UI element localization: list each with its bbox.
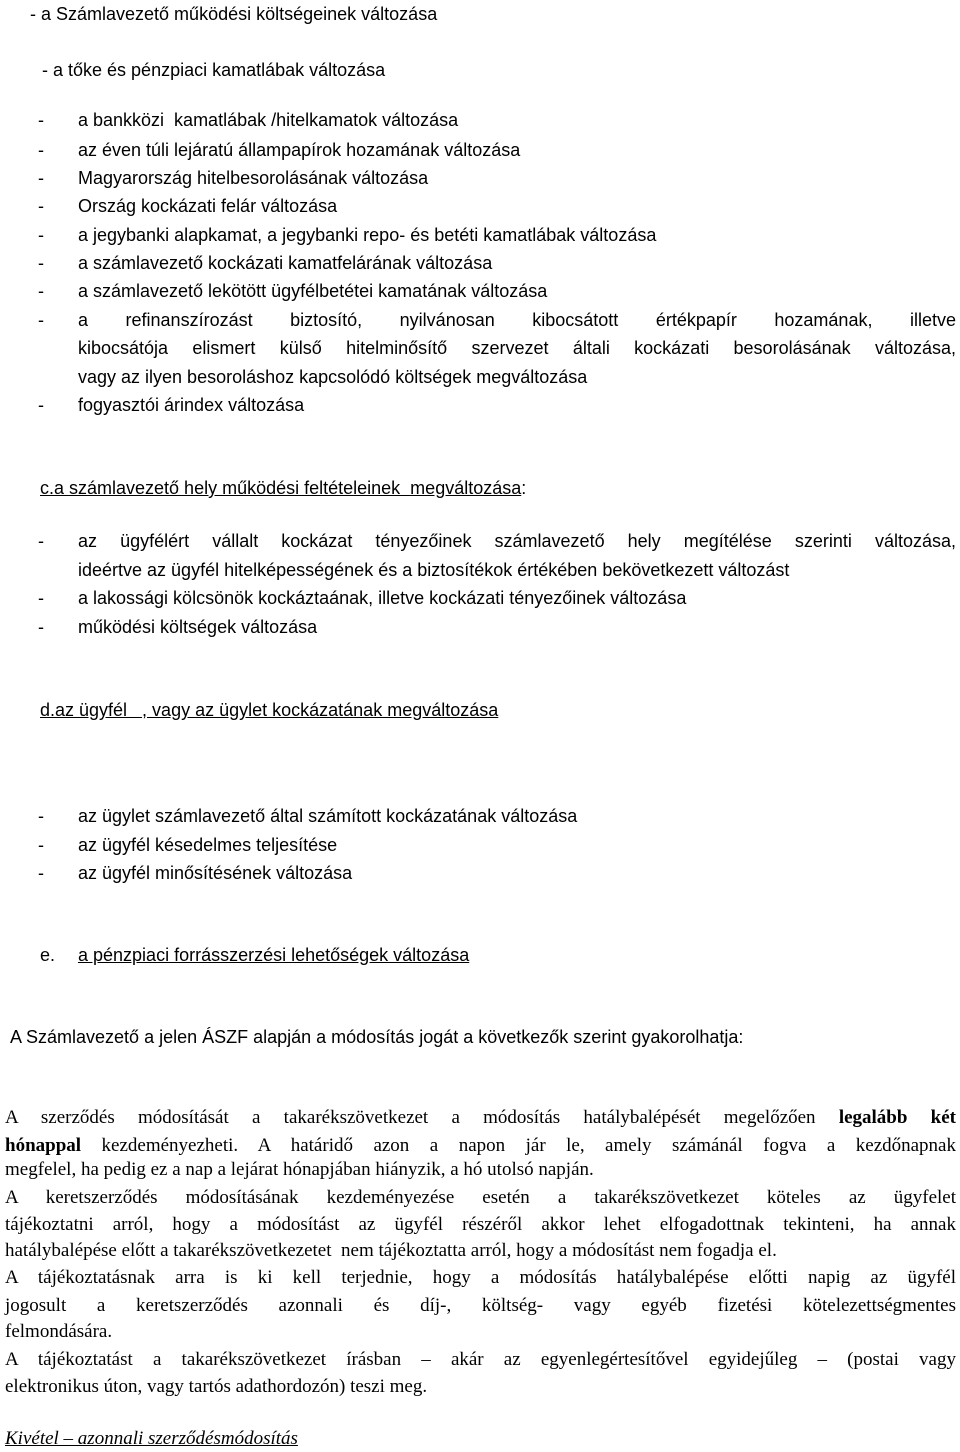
paragraph-line: A tájékoztatást a takarékszövetkezet írásban – akár az egyenlegértesítővel egyidejűleg – (postai vagy: [5, 1349, 956, 1370]
list-item-text: az ügyfél késedelmes teljesítése: [78, 835, 338, 855]
operating-costs-item: - a Számlavezető működési költségeinek változása: [30, 4, 438, 24]
list-marker: -: [38, 617, 44, 637]
list-item-text: a lakossági kölcsönök kockáztaának, illetve kockázati tényezőinek változása: [78, 588, 687, 608]
exception-heading: Kivétel – azonnali szerződésmódosítás: [5, 1428, 298, 1449]
paragraph-line: [5, 1134, 956, 1158]
list-item-text: az ügyfélért vállalt kockázat tényezőinek számlavezető hely megítélése szerinti változása,: [78, 531, 956, 551]
list-marker: -: [38, 281, 44, 301]
list-item-text: fogyasztói árindex változása: [78, 395, 305, 415]
paragraph-line: felmondására.: [5, 1321, 113, 1342]
list-item-text: működési költségek változása: [78, 617, 318, 637]
list-marker: -: [38, 253, 44, 273]
intro-sentence: A Számlavezető a jelen ÁSZF alapján a módosítás jogát a következők szerint gyakorolhatja:: [10, 1027, 744, 1047]
paragraph-line: elektronikus úton, vagy tartós adathordozón) teszi meg.: [5, 1376, 428, 1397]
list-marker: -: [38, 806, 44, 826]
list-marker: -: [38, 835, 44, 855]
paragraph-line: A keretszerződés módosításának kezdeményezése esetén a takarékszövetkezet köteles az ügyfelet: [5, 1187, 956, 1208]
list-item-text: az éven túli lejáratú állampapírok hozamának változása: [78, 140, 521, 160]
list-item-text: az ügylet számlavezető által számított kockázatának változása: [78, 806, 578, 826]
capital-rates-item: - a tőke és pénzpiaci kamatlábak változása: [42, 60, 386, 80]
list-item-text: a számlavezető kockázati kamatfelárának változása: [78, 253, 493, 273]
list-marker: -: [38, 110, 44, 130]
list-marker: -: [38, 863, 44, 883]
list-item-text: Magyarország hitelbesorolásának változása: [78, 168, 429, 188]
list-item-text: az ügyfél minősítésének változása: [78, 863, 353, 883]
section-d-heading: d.az ügyfél , vagy az ügylet kockázatának megváltozása: [40, 700, 499, 720]
paragraph-line: tájékoztatni arról, hogy a módosítást az ügyfél részéről akkor lehet elfogadottnak tekinteni, ha annak: [5, 1214, 956, 1235]
paragraph-text: A szerződés módosítását a takarékszövetkezet a módosítás hatálybalépését megelőzően: [5, 1107, 839, 1128]
paragraph-line: hatálybalépése előtt a takarékszövetkezetet nem tájékoztatta arról, hogy a módosítást nem fogadja el.: [5, 1240, 777, 1261]
list-item-text: vagy az ilyen besoroláshoz kapcsolódó költségek megváltozása: [78, 367, 588, 387]
paragraph-line: jogosult a keretszerződés azonnali és díj-, költség- vagy egyéb fizetési kötelezettségmentes: [5, 1295, 956, 1316]
list-item-text: a bankközi kamatlábak /hitelkamatok változása: [78, 110, 459, 130]
paragraph-line: A tájékoztatásnak arra is ki kell terjednie, hogy a módosítás hatálybalépése előtti napig az ügyfél: [5, 1267, 956, 1288]
list-marker: -: [38, 168, 44, 188]
list-item-text: kibocsátója elismert külső hitelminősítő szervezet általi kockázati besorolásának változása,: [78, 338, 956, 358]
bold-text: hónappal: [5, 1135, 82, 1156]
paragraph-line: megfelel, ha pedig ez a nap a lejárat hónapjában hiányzik, a hó utolsó napján.: [5, 1159, 594, 1180]
list-marker: -: [38, 196, 44, 216]
list-marker: -: [38, 395, 44, 415]
paragraph-text: kezdeményezheti. A határidő azon a napon jár le, amely számánál fogva a kezdőnapnak: [81, 1135, 956, 1156]
list-item-text: a jegybanki alapkamat, a jegybanki repo- és betéti kamatlábak változása: [78, 225, 657, 245]
bold-text: legalább két: [838, 1107, 957, 1128]
list-item-text: a számlavezető lekötött ügyfélbetétei kamatának változása: [78, 281, 548, 301]
list-marker: -: [38, 588, 44, 608]
section-e-label: e.: [40, 945, 56, 965]
paragraph-line: [5, 1106, 956, 1130]
section-c-heading-suffix: :: [521, 478, 527, 498]
list-marker: -: [38, 531, 44, 551]
section-c-heading: [40, 477, 526, 499]
section-c-heading-text: c.a számlavezető hely működési feltételeinek megváltozása: [40, 478, 522, 498]
list-marker: -: [38, 310, 44, 330]
list-item-text: Ország kockázati felár változása: [78, 196, 338, 216]
list-marker: -: [38, 140, 44, 160]
list-item-text: a refinanszírozást biztosító, nyilvánosan kibocsátott értékpapír hozamának, illetve: [78, 310, 956, 330]
list-item-text: ideértve az ügyfél hitelképességének és a biztosítékok értékében bekövetkezett változást: [78, 560, 790, 580]
list-marker: -: [38, 225, 44, 245]
section-e-heading: a pénzpiaci forrásszerzési lehetőségek változása: [78, 945, 470, 965]
